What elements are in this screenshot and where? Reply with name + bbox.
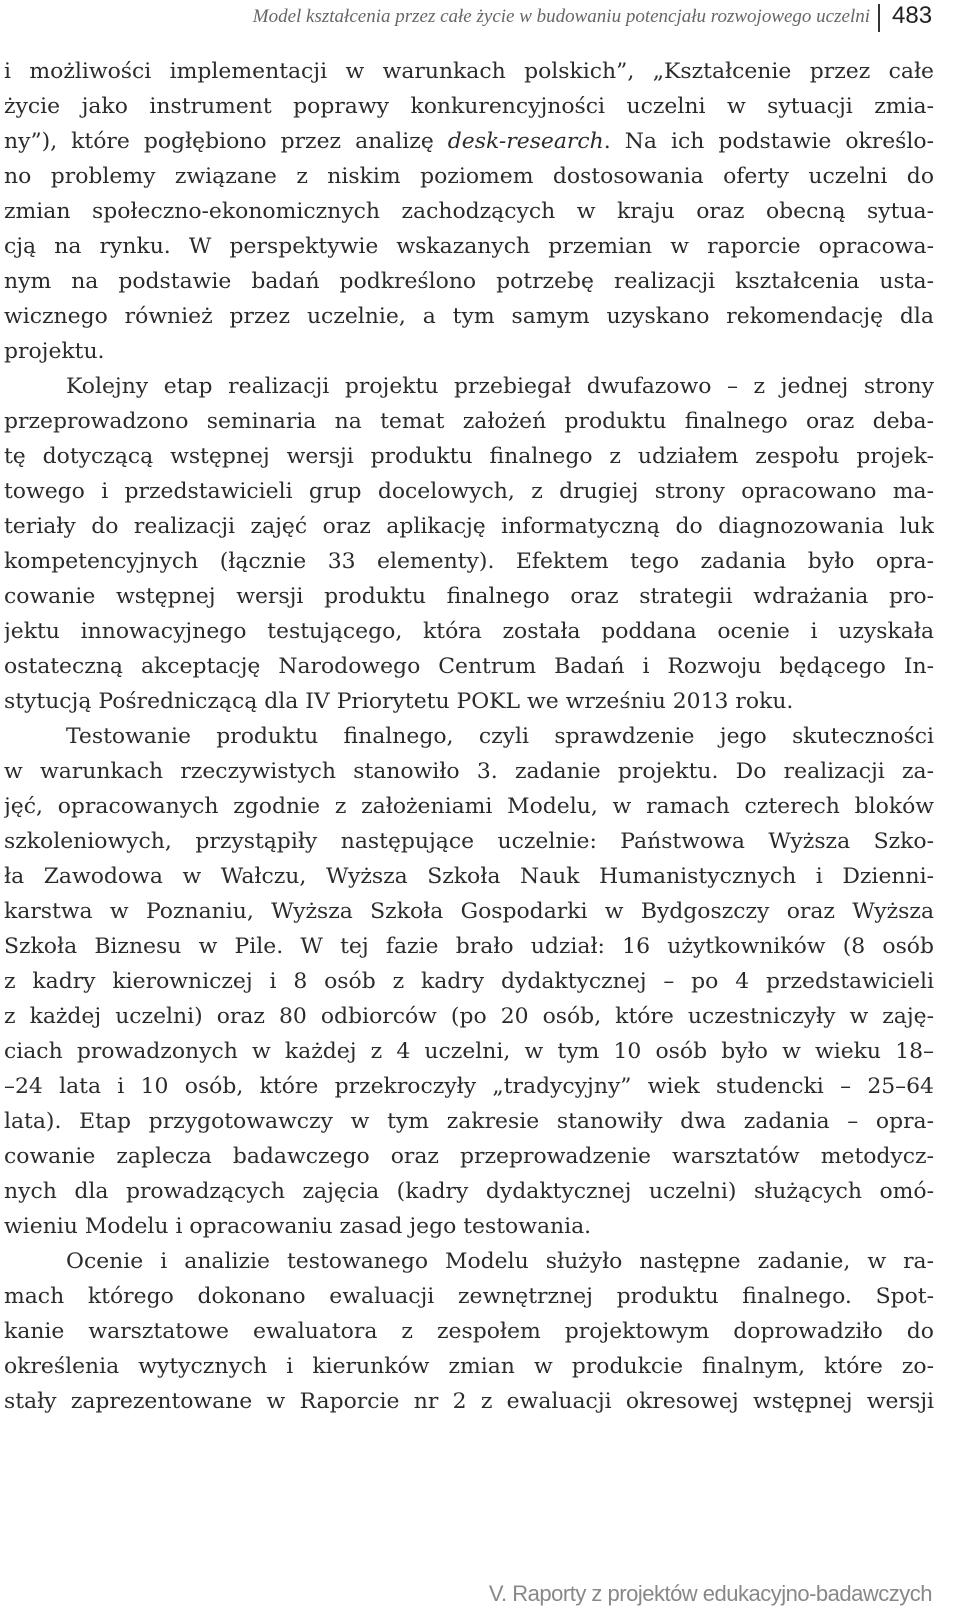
text-line: Szkoła Biznesu w Pile. W tej fazie brało udział: 16 użytkowników (8 osób xyxy=(4,934,934,959)
text-line: w warunkach rzeczywistych stanowiło 3. zadanie projektu. Do realizacji za- xyxy=(4,759,934,784)
text-line: cją na rynku. W perspektywie wskazanych przemian w raporcie opracowa- xyxy=(4,234,934,259)
text-line: lata). Etap przygotowawczy w tym zakresie stanowiły dwa zadania – opra- xyxy=(4,1109,934,1134)
text-line: i możliwości implementacji w warunkach polskich”, „Kształcenie przez całe xyxy=(4,59,934,84)
running-footer: V. Raporty z projektów edukacyjno-badawczych xyxy=(488,1581,932,1606)
text-line: karstwa w Poznaniu, Wyższa Szkoła Gospodarki w Bydgoszczy oraz Wyższa xyxy=(4,899,934,924)
text-line: wicznego również przez uczelnie, a tym samym uzyskano rekomendację dla xyxy=(4,304,934,329)
text-line: cowanie wstępnej wersji produktu finalnego oraz strategii wdrażania pro- xyxy=(4,584,934,609)
header-divider xyxy=(878,4,880,32)
text-run: ny”), które pogłębiono przez analizę xyxy=(4,129,448,154)
text-line: projektu. xyxy=(4,339,105,364)
text-line: zmian społeczno-ekonomicznych zachodzących w kraju oraz obecną sytua- xyxy=(4,199,934,224)
text-line: szkoleniowych, przystąpiły następujące uczelnie: Państwowa Wyższa Szko- xyxy=(4,829,934,854)
text-line: nym na podstawie badań podkreślono potrzebę realizacji kształcenia usta- xyxy=(4,269,934,294)
text-line: ostateczną akceptację Narodowego Centrum Badań i Rozwoju będącego In- xyxy=(4,654,934,679)
text-line: jęć, opracowanych zgodnie z założeniami Modelu, w ramach czterech bloków xyxy=(4,794,934,819)
text-line: tę dotyczącą wstępnej wersji produktu finalnego z udziałem zespołu projek- xyxy=(4,444,934,469)
emphasized-term: desk-research xyxy=(447,129,604,154)
text-line: cowanie zaplecza badawczego oraz przeprowadzenie warsztatów metodycz- xyxy=(4,1144,934,1169)
text-line: ła Zawodowa w Wałczu, Wyższa Szkoła Nauk Humanistycznych i Dzienni- xyxy=(4,864,934,889)
text-line: wieniu Modelu i opracowaniu zasad jego testowania. xyxy=(4,1214,592,1239)
text-line: kompetencyjnych (łącznie 33 elementy). Efektem tego zadania było opra- xyxy=(4,549,934,574)
text-line: kanie warsztatowe ewaluatora z zespołem projektowym doprowadziło do xyxy=(4,1319,934,1344)
text-line: przeprowadzono seminaria na temat założeń produktu finalnego oraz deba- xyxy=(4,409,934,434)
text-line: jektu innowacyjnego testującego, która została poddana ocenie i uzyskała xyxy=(4,619,934,644)
text-run: . Na ich podstawie określo- xyxy=(603,129,934,154)
text-line xyxy=(4,124,934,159)
paragraph-3 xyxy=(4,719,934,1244)
page-number: 483 xyxy=(892,2,933,29)
text-line: Testowanie produktu finalnego, czyli sprawdzenie jego skuteczności xyxy=(66,724,934,749)
text-line: ciach prowadzonych w każdej z 4 uczelni, w tym 10 osób było w wieku 18– xyxy=(4,1039,934,1064)
text-line: nych dla prowadzących zajęcia (kadry dydaktycznej uczelni) służących omó- xyxy=(4,1179,934,1204)
paragraph-2 xyxy=(4,369,934,719)
text-line: z kadry kierowniczej i 8 osób z kadry dydaktycznej – po 4 przedstawicieli xyxy=(4,969,934,994)
paragraph-4 xyxy=(4,1244,934,1419)
text-line: życie jako instrument poprawy konkurencyjności uczelni w sytuacji zmia- xyxy=(4,94,934,119)
text-line: Ocenie i analizie testowanego Modelu służyło następne zadanie, w ra- xyxy=(66,1249,934,1274)
running-title: Model kształcenia przez całe życie w budowaniu potencjału rozwojowego uczelni xyxy=(252,6,870,27)
text-line: no problemy związane z niskim poziomem dostosowania oferty uczelni do xyxy=(4,164,934,189)
text-line: określenia wytycznych i kierunków zmian w produkcie finalnym, które zo- xyxy=(4,1354,934,1379)
text-line: stały zaprezentowane w Raporcie nr 2 z ewaluacji okresowej wstępnej wersji xyxy=(4,1389,934,1414)
text-line: towego i przedstawicieli grup docelowych, z drugiej strony opracowano ma- xyxy=(4,479,934,504)
text-line: z każdej uczelni) oraz 80 odbiorców (po 20 osób, które uczestniczyły w zaję- xyxy=(4,1004,934,1029)
running-header xyxy=(0,0,960,44)
text-line: mach którego dokonano ewaluacji zewnętrznej produktu finalnego. Spot- xyxy=(4,1284,934,1309)
text-line: Kolejny etap realizacji projektu przebiegał dwufazowo – z jednej strony xyxy=(66,374,934,399)
text-line: –24 lata i 10 osób, które przekroczyły „tradycyjny” wiek studencki – 25–64 xyxy=(4,1074,934,1099)
body-text xyxy=(4,54,934,1419)
paragraph-1 xyxy=(4,54,934,369)
text-line: stytucją Pośredniczącą dla IV Priorytetu POKL we wrześniu 2013 roku. xyxy=(4,689,794,714)
text-line: teriały do realizacji zajęć oraz aplikację informatyczną do diagnozowania luk xyxy=(4,514,934,539)
